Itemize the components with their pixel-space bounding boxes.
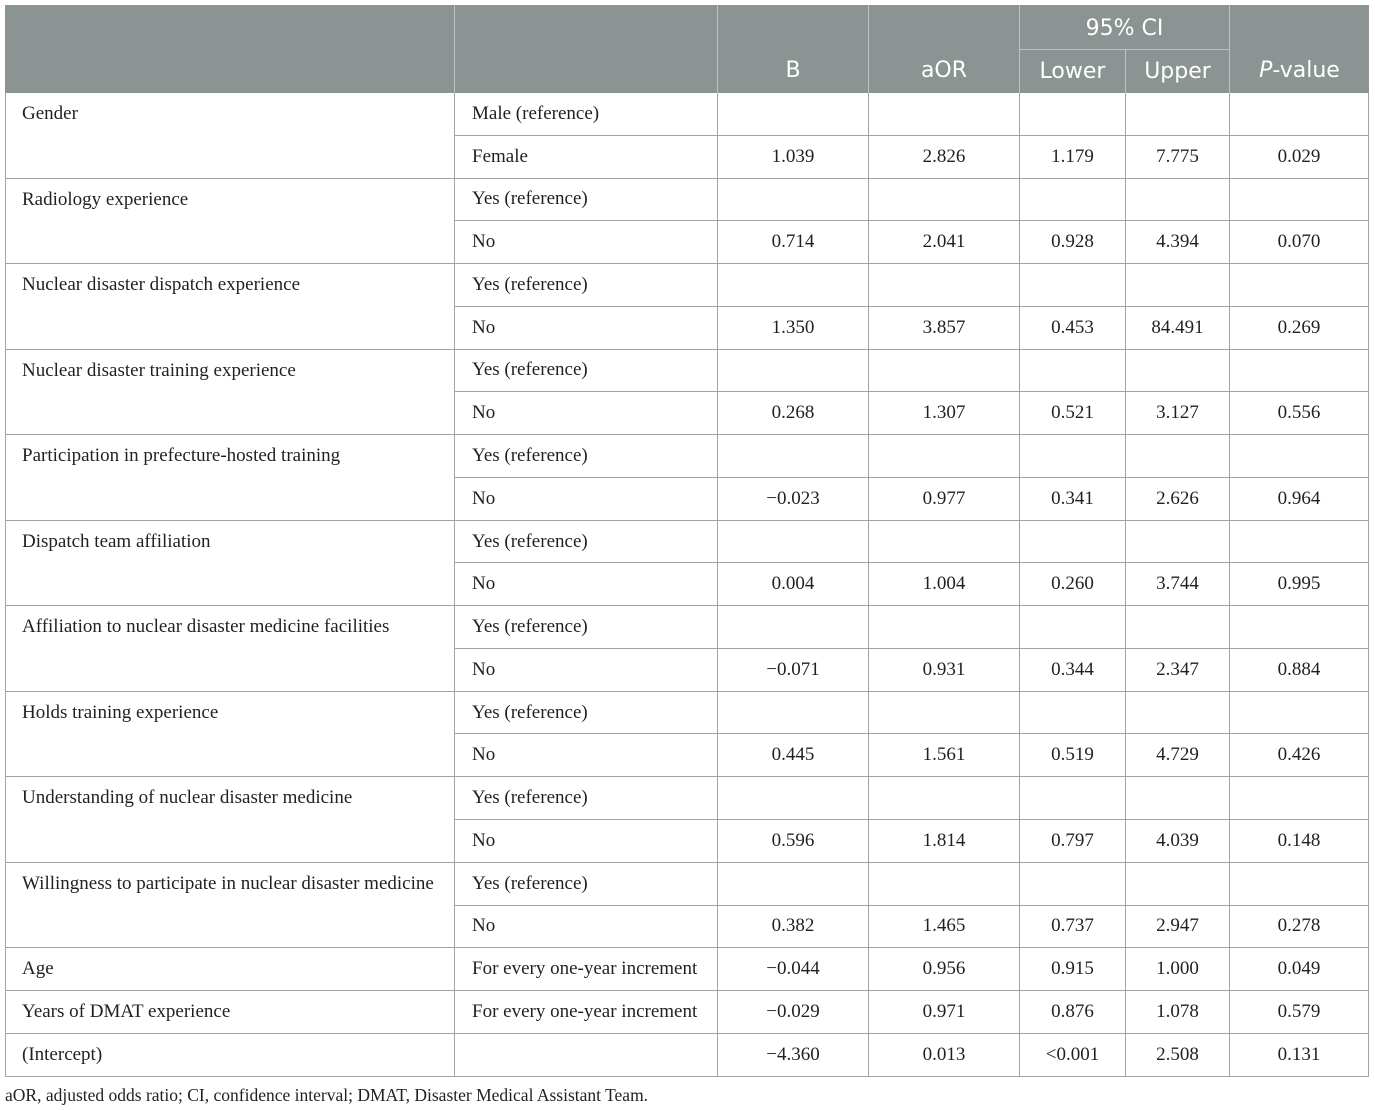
b-cell: −4.360	[718, 1034, 869, 1077]
variable-cell: Holds training experience	[5, 692, 455, 778]
variable-cell: Nuclear disaster training experience	[5, 350, 455, 436]
level-cell: Yes (reference)	[455, 777, 718, 820]
ci-lower-cell: 0.915	[1020, 948, 1126, 991]
header-ci-group: 95% CI	[1020, 5, 1230, 50]
table-header	[5, 5, 1369, 93]
ci-lower-cell: 0.737	[1020, 906, 1126, 949]
level-cell: Yes (reference)	[455, 606, 718, 649]
b-cell: 0.714	[718, 221, 869, 264]
aor-cell: 0.977	[869, 478, 1020, 521]
level-cell: No	[455, 906, 718, 949]
ci-upper-cell	[1126, 179, 1230, 222]
aor-cell: 1.814	[869, 820, 1020, 863]
ci-upper-cell	[1126, 606, 1230, 649]
level-cell: Yes (reference)	[455, 521, 718, 564]
b-cell	[718, 863, 869, 906]
ci-upper-cell	[1126, 435, 1230, 478]
level-cell: For every one-year increment	[455, 948, 718, 991]
b-cell	[718, 606, 869, 649]
b-cell: 1.350	[718, 307, 869, 350]
ci-lower-cell: <0.001	[1020, 1034, 1126, 1077]
p-value-cell	[1230, 606, 1369, 649]
level-cell: Female	[455, 136, 718, 179]
level-cell: Yes (reference)	[455, 863, 718, 906]
ci-upper-cell	[1126, 863, 1230, 906]
ci-lower-cell: 0.928	[1020, 221, 1126, 264]
ci-lower-cell: 0.519	[1020, 734, 1126, 777]
p-value-cell: 0.148	[1230, 820, 1369, 863]
p-value-cell	[1230, 692, 1369, 735]
p-value-cell: 0.278	[1230, 906, 1369, 949]
variable-cell: Affiliation to nuclear disaster medicine facilities	[5, 606, 455, 692]
level-cell: No	[455, 734, 718, 777]
p-value-cell: 0.579	[1230, 991, 1369, 1034]
header-cell-variable	[5, 5, 455, 93]
level-cell: No	[455, 820, 718, 863]
ci-upper-cell: 4.394	[1126, 221, 1230, 264]
table-footnote: aOR, adjusted odds ratio; CI, confidence interval; DMAT, Disaster Medical Assistant Team.	[5, 1085, 649, 1105]
aor-cell: 0.971	[869, 991, 1020, 1034]
variable-cell: Gender	[5, 93, 455, 179]
aor-cell: 0.013	[869, 1034, 1020, 1077]
header-p-italic: P	[1259, 58, 1273, 83]
level-cell	[455, 1034, 718, 1077]
level-cell: For every one-year increment	[455, 991, 718, 1034]
ci-lower-cell: 0.260	[1020, 563, 1126, 606]
p-value-cell	[1230, 777, 1369, 820]
variable-cell: Understanding of nuclear disaster medicine	[5, 777, 455, 863]
ci-lower-cell	[1020, 777, 1126, 820]
ci-lower-cell: 0.797	[1020, 820, 1126, 863]
ci-upper-cell	[1126, 521, 1230, 564]
ci-lower-cell: 0.341	[1020, 478, 1126, 521]
p-value-cell: 0.995	[1230, 563, 1369, 606]
ci-upper-cell: 2.947	[1126, 906, 1230, 949]
p-value-cell: 0.131	[1230, 1034, 1369, 1077]
level-cell: Yes (reference)	[455, 264, 718, 307]
variable-cell: (Intercept)	[5, 1034, 455, 1077]
level-cell: No	[455, 392, 718, 435]
variable-cell: Years of DMAT experience	[5, 991, 455, 1034]
aor-cell	[869, 606, 1020, 649]
ci-lower-cell	[1020, 264, 1126, 307]
p-value-cell	[1230, 435, 1369, 478]
ci-upper-cell: 4.729	[1126, 734, 1230, 777]
ci-upper-cell: 3.744	[1126, 563, 1230, 606]
p-value-cell	[1230, 521, 1369, 564]
p-value-cell: 0.556	[1230, 392, 1369, 435]
ci-upper-cell: 1.078	[1126, 991, 1230, 1034]
b-cell: 0.004	[718, 563, 869, 606]
ci-lower-cell	[1020, 521, 1126, 564]
b-cell: 0.268	[718, 392, 869, 435]
aor-cell: 1.004	[869, 563, 1020, 606]
b-cell	[718, 692, 869, 735]
ci-upper-cell: 1.000	[1126, 948, 1230, 991]
level-cell: Yes (reference)	[455, 435, 718, 478]
level-cell: No	[455, 478, 718, 521]
p-value-cell: 0.049	[1230, 948, 1369, 991]
level-cell: No	[455, 221, 718, 264]
aor-cell: 3.857	[869, 307, 1020, 350]
b-cell	[718, 521, 869, 564]
b-cell: −0.029	[718, 991, 869, 1034]
ci-lower-cell: 0.453	[1020, 307, 1126, 350]
b-cell: −0.071	[718, 649, 869, 692]
aor-cell	[869, 179, 1020, 222]
b-cell: 0.596	[718, 820, 869, 863]
b-cell	[718, 777, 869, 820]
b-cell: 0.445	[718, 734, 869, 777]
ci-upper-cell	[1126, 93, 1230, 136]
p-value-cell: 0.269	[1230, 307, 1369, 350]
aor-cell: 0.931	[869, 649, 1020, 692]
level-cell: No	[455, 649, 718, 692]
level-cell: No	[455, 307, 718, 350]
aor-cell	[869, 863, 1020, 906]
aor-cell	[869, 521, 1020, 564]
header-b: B	[718, 5, 869, 93]
p-value-cell	[1230, 350, 1369, 393]
aor-cell: 1.465	[869, 906, 1020, 949]
b-cell: 0.382	[718, 906, 869, 949]
p-value-cell: 0.884	[1230, 649, 1369, 692]
ci-upper-cell: 2.626	[1126, 478, 1230, 521]
level-cell: Male (reference)	[455, 93, 718, 136]
aor-cell: 0.956	[869, 948, 1020, 991]
aor-cell: 2.041	[869, 221, 1020, 264]
ci-lower-cell	[1020, 93, 1126, 136]
aor-cell	[869, 777, 1020, 820]
variable-cell: Willingness to participate in nuclear disaster medicine	[5, 863, 455, 949]
aor-cell	[869, 264, 1020, 307]
ci-upper-cell	[1126, 350, 1230, 393]
b-cell	[718, 93, 869, 136]
level-cell: No	[455, 563, 718, 606]
variable-cell: Participation in prefecture-hosted training	[5, 435, 455, 521]
ci-lower-cell: 0.876	[1020, 991, 1126, 1034]
b-cell: −0.023	[718, 478, 869, 521]
p-value-cell: 0.070	[1230, 221, 1369, 264]
b-cell: −0.044	[718, 948, 869, 991]
variable-cell: Radiology experience	[5, 179, 455, 265]
header-p-value	[1230, 5, 1369, 93]
level-cell: Yes (reference)	[455, 692, 718, 735]
level-cell: Yes (reference)	[455, 350, 718, 393]
ci-lower-cell	[1020, 350, 1126, 393]
p-value-cell: 0.029	[1230, 136, 1369, 179]
aor-cell	[869, 692, 1020, 735]
aor-cell: 1.561	[869, 734, 1020, 777]
ci-lower-cell	[1020, 863, 1126, 906]
ci-lower-cell	[1020, 179, 1126, 222]
ci-upper-cell	[1126, 692, 1230, 735]
header-upper: Upper	[1126, 50, 1230, 93]
ci-lower-cell	[1020, 435, 1126, 478]
p-value-cell	[1230, 863, 1369, 906]
aor-cell	[869, 350, 1020, 393]
header-p-suffix: -value	[1272, 58, 1340, 83]
ci-upper-cell: 2.508	[1126, 1034, 1230, 1077]
aor-cell	[869, 435, 1020, 478]
p-value-cell	[1230, 93, 1369, 136]
table-body	[5, 93, 1369, 1077]
b-cell	[718, 179, 869, 222]
ci-upper-cell: 84.491	[1126, 307, 1230, 350]
variable-cell: Nuclear disaster dispatch experience	[5, 264, 455, 350]
ci-upper-cell	[1126, 264, 1230, 307]
ci-upper-cell: 7.775	[1126, 136, 1230, 179]
ci-lower-cell	[1020, 606, 1126, 649]
p-value-cell	[1230, 264, 1369, 307]
p-value-cell: 0.426	[1230, 734, 1369, 777]
p-value-cell	[1230, 179, 1369, 222]
p-value-cell: 0.964	[1230, 478, 1369, 521]
header-aor: aOR	[869, 5, 1020, 93]
aor-cell: 2.826	[869, 136, 1020, 179]
aor-cell	[869, 93, 1020, 136]
ci-lower-cell: 0.521	[1020, 392, 1126, 435]
ci-lower-cell	[1020, 692, 1126, 735]
ci-upper-cell: 4.039	[1126, 820, 1230, 863]
variable-cell: Age	[5, 948, 455, 991]
ci-lower-cell: 1.179	[1020, 136, 1126, 179]
level-cell: Yes (reference)	[455, 179, 718, 222]
header-lower: Lower	[1020, 50, 1126, 93]
ci-upper-cell: 3.127	[1126, 392, 1230, 435]
ci-lower-cell: 0.344	[1020, 649, 1126, 692]
header-cell-level	[455, 5, 718, 93]
ci-upper-cell	[1126, 777, 1230, 820]
ci-upper-cell: 2.347	[1126, 649, 1230, 692]
b-cell: 1.039	[718, 136, 869, 179]
b-cell	[718, 350, 869, 393]
b-cell	[718, 435, 869, 478]
variable-cell: Dispatch team affiliation	[5, 521, 455, 607]
aor-cell: 1.307	[869, 392, 1020, 435]
b-cell	[718, 264, 869, 307]
